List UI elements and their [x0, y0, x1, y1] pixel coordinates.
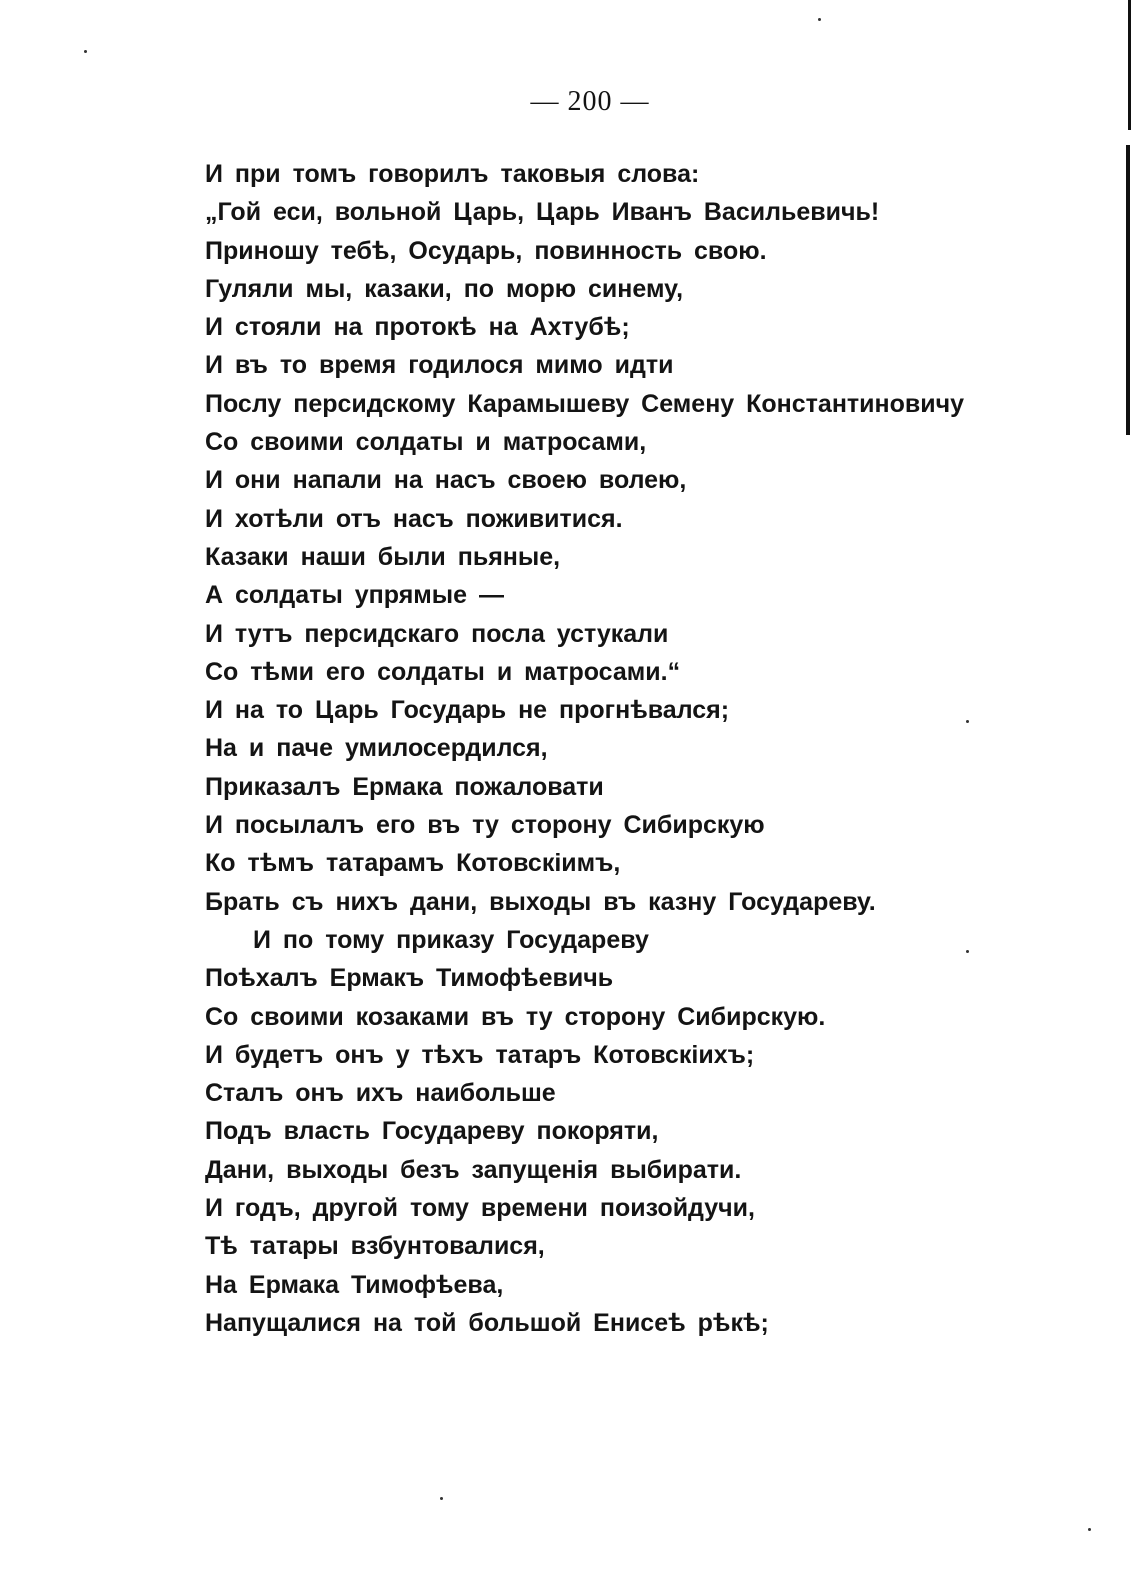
verse-line: Со тѣми его солдаты и матросами.“ [205, 657, 681, 686]
verse-line: Со своими солдаты и матросами, [205, 428, 647, 457]
verse-line: И въ то время годилося мимо идти [205, 351, 674, 380]
scan-edge-line [1126, 145, 1130, 435]
verse-line: Приказалъ Ермака пожаловати [205, 772, 604, 801]
verse-line: Ко тѣмъ татарамъ Котовскіимъ, [205, 849, 621, 878]
verse-line: И на то Царь Государь не прогнѣвался; [205, 696, 730, 725]
verse-line: И годъ, другой тому времени поизойдучи, [205, 1194, 755, 1223]
verse-line: И они напали на насъ своею волею, [205, 466, 687, 495]
verse-line: И хотѣли отъ насъ поживитися. [205, 504, 623, 533]
verse-line: И посылалъ его въ ту сторону Сибирскую [205, 811, 765, 840]
verse-line: Со своими козаками въ ту сторону Сибирскую. [205, 1002, 826, 1031]
verse-line: И будетъ онъ у тѣхъ татаръ Котовскіихъ; [205, 1040, 755, 1069]
verse-line: А солдаты упрямые — [205, 581, 504, 610]
page-number: — 200 — [530, 86, 650, 117]
verse-line: И стояли на протокѣ на Ахтубѣ; [205, 313, 630, 342]
verse-line: Напущалися на той большой Енисеѣ рѣкѣ; [205, 1308, 769, 1337]
verse-line: Поѣхалъ Ермакъ Тимофѣевичь [205, 964, 614, 993]
verse-line: Сталъ онъ ихъ наибольше [205, 1079, 556, 1108]
verse-text [205, 155, 964, 1342]
verse-line: Гуляли мы, казаки, по морю синему, [205, 274, 684, 303]
scan-speck [1088, 1528, 1091, 1531]
verse-line: На и паче умилосердился, [205, 734, 548, 763]
verse-line: Послу персидскому Карамышеву Семену Константиновичу [205, 389, 965, 418]
verse-line: И по тому приказу Государеву [253, 925, 649, 954]
verse-line: Брать съ нихъ дани, выходы въ казну Государеву. [205, 887, 876, 916]
verse-line: И при томъ говорилъ таковыя слова: [205, 160, 700, 188]
scan-speck [966, 950, 969, 953]
verse-line: И тутъ персидскаго посла устукали [205, 619, 669, 648]
scan-edge-line [1128, 0, 1131, 130]
verse-line: Подъ власть Государеву покоряти, [205, 1117, 659, 1146]
verse-line: Тѣ татары взбунтовалися, [205, 1232, 545, 1261]
scan-speck [966, 720, 969, 723]
verse-line: На Ермака Тимофѣева, [205, 1270, 504, 1299]
verse-line: Приношу тебѣ, Осударь, повинность свою. [205, 236, 767, 265]
scan-speck [818, 18, 821, 21]
scan-speck [440, 1497, 443, 1500]
verse-line: Казаки наши были пьяные, [205, 542, 561, 571]
verse-line: „Гой еси, вольной Царь, Царь Иванъ Васильевичь! [205, 198, 880, 227]
scan-speck [84, 50, 87, 53]
verse-line: Дани, выходы безъ запущенія выбирати. [205, 1155, 742, 1184]
